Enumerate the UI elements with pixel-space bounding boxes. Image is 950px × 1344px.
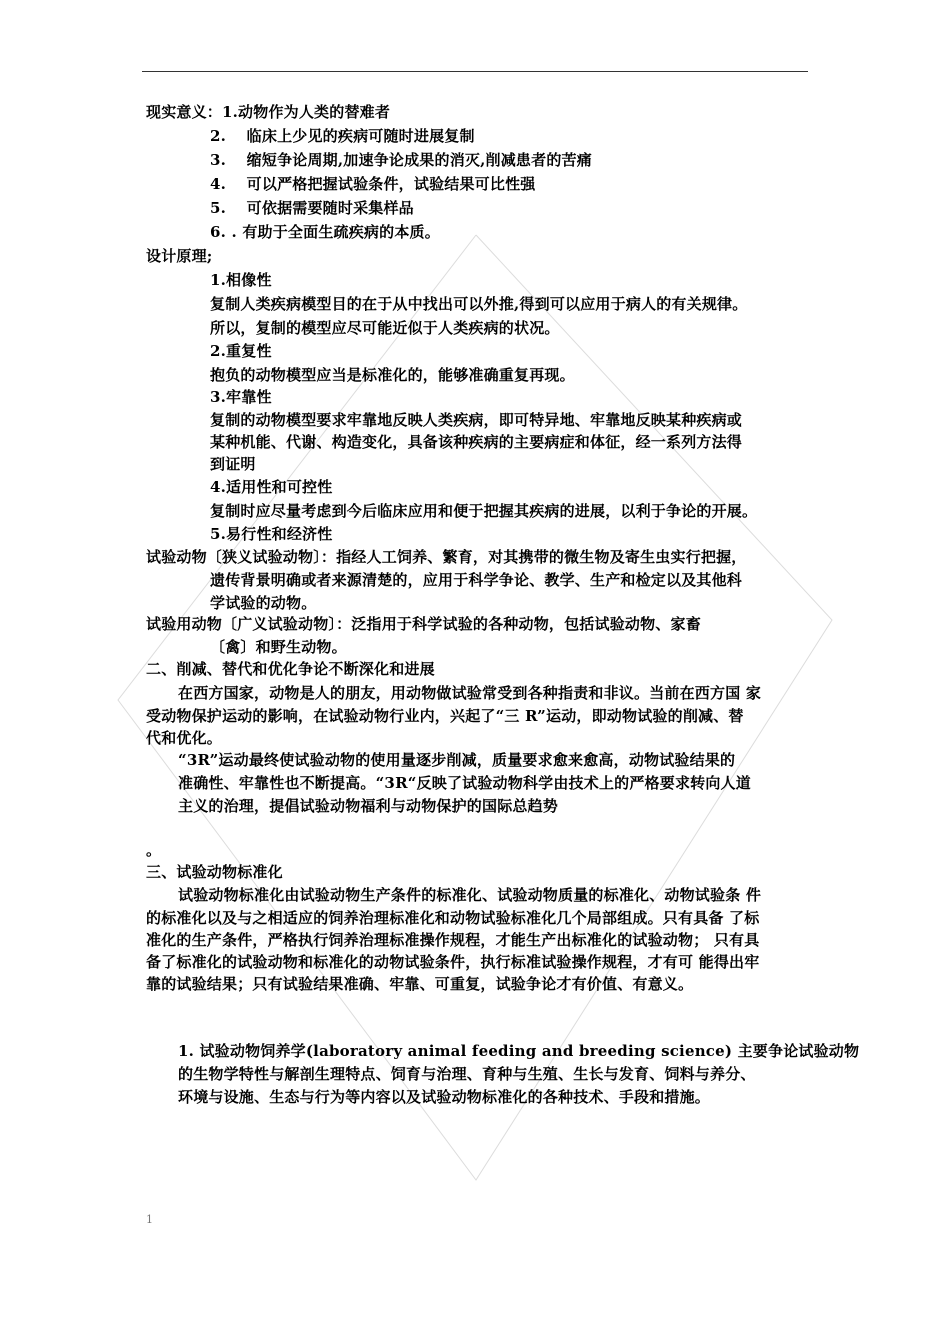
principle-title: 1.相像性 <box>210 271 272 289</box>
list-item: 4. 可以严格把握试验条件，试验结果可比性强 <box>210 175 536 193</box>
list-item: 2. 临床上少见的疾病可随时进展复制 <box>210 127 475 145</box>
definition-narrow: 学试验的动物。 <box>210 594 317 612</box>
paragraph-line: 受动物保护运动的影响，在试验动物行业内，兴起了“三 R”运动，即动物试验的削减、替 <box>146 707 744 725</box>
paragraph-line: 在西方国家，动物是人的朋友，用动物做试验常受到各种指责和非议。当前在西方国 家 <box>178 684 762 702</box>
principle-text: 复制的动物模型要求牢靠地反映人类疾病，即可特异地、牢靠地反映某种疾病或 <box>210 411 743 429</box>
principle-text: 某种机能、代谢、构造变化，具备该种疾病的主要病症和体征，经一系列方法得 <box>210 433 743 451</box>
design-heading: 设计原理; <box>146 247 213 265</box>
paragraph-line: 试验动物标准化由试验动物生产条件的标准化、试验动物质量的标准化、动物试验条 件 <box>178 886 762 904</box>
principle-title: 2.重复性 <box>210 342 272 360</box>
paragraph-line: 主义的治理，提倡试验动物福利与动物保护的国际总趋势 <box>178 797 559 815</box>
principle-text: 到证明 <box>210 455 256 473</box>
principle-title: 3.牢靠性 <box>210 388 272 406</box>
section1-heading: 现实意义：1.动物作为人类的替难者 <box>146 103 391 121</box>
principle-text: 抱负的动物模型应当是标准化的，能够准确重复再现。 <box>210 366 575 384</box>
definition-narrow: 试验动物〔狭义试验动物〕：指经人工饲养、繁育，对其携带的微生物及寄生虫实行把握， <box>146 548 747 566</box>
paragraph-line: 备了标准化的试验动物和标准化的动物试验条件，执行标准试验操作规程，才有可 能得出牢 <box>146 953 760 971</box>
definition-broad: 试验用动物〔广义试验动物〕：泛指用于科学试验的各种动物，包括试验动物、家畜 <box>146 615 701 633</box>
list-item: 6. . 有助于全面生疏疾病的本质。 <box>210 223 440 241</box>
paragraph-line: 代和优化。 <box>146 729 223 747</box>
header-rule <box>142 71 808 72</box>
stray-period: 。 <box>146 841 162 859</box>
principle-text: 所以，复制的模型应尽可能近似于人类疾病的状况。 <box>210 319 560 337</box>
paragraph-line: 靠的试验结果；只有试验结果准确、牢靠、可重复，试验争论才有价值、有意义。 <box>146 975 694 993</box>
section2-heading: 二、削减、替代和优化争论不断深化和进展 <box>146 660 435 678</box>
page-number: 1 <box>146 1213 153 1226</box>
definition-narrow: 遗传背景明确或者来源清楚的，应用于科学争论、教学、生产和检定以及其他科 <box>210 571 743 589</box>
principle-title: 4.适用性和可控性 <box>210 478 333 496</box>
paragraph-line: 环境与设施、生态与行为等内容以及试验动物标准化的各种技术、手段和措施。 <box>178 1088 711 1106</box>
paragraph-line: 的标准化以及与之相适应的饲养治理标准化和动物试验标准化几个局部组成。只有具备 了标 <box>146 909 760 927</box>
principle-text: 复制人类疾病模型目的在于从中找出可以外推,得到可以应用于病人的有关规律。 <box>210 295 748 313</box>
paragraph-line: 准化的生产条件，严格执行饲养治理标准操作规程，才能生产出标准化的试验动物； 只有具 <box>146 931 760 949</box>
list-item: 5. 可依据需要随时采集样品 <box>210 199 414 217</box>
paragraph-line: “3R”运动最终使试验动物的使用量逐步削减，质量要求愈来愈高，动物试验结果的 <box>178 751 736 769</box>
section3-heading: 三、试验动物标准化 <box>146 863 283 881</box>
principle-title: 5.易行性和经济性 <box>210 525 333 543</box>
list-item: 3. 缩短争论周期,加速争论成果的消灭,削减患者的苦痛 <box>210 151 592 169</box>
definition-broad: 〔禽〕和野生动物。 <box>210 638 347 656</box>
paragraph-line: 准确性、牢靠性也不断提高。“3R“反映了试验动物科学由技术上的严格要求转向人道 <box>178 774 751 792</box>
paragraph-line: 1. 试验动物饲养学(laboratory animal feeding and breeding science) 主要争论试验动物 <box>178 1042 860 1060</box>
paragraph-line: 的生物学特性与解剖生理特点、饲育与治理、育种与生殖、生长与发育、饲料与养分、 <box>178 1065 756 1083</box>
principle-text: 复制时应尽量考虑到今后临床应用和便于把握其疾病的进展，以利于争论的开展。 <box>210 502 758 520</box>
